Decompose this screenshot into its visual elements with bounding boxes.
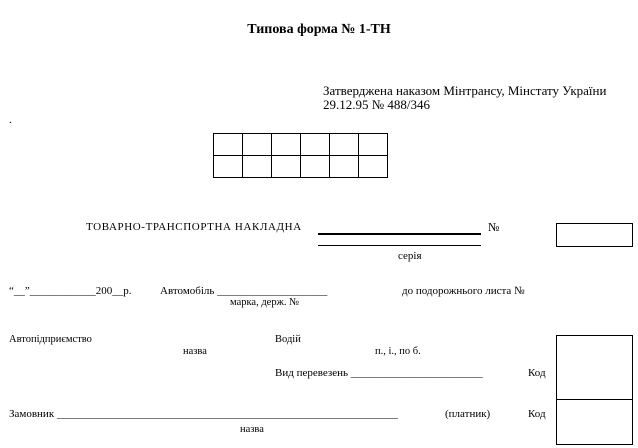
date-month-blank: ____________ <box>29 285 96 297</box>
company-sub-label: назва <box>183 346 207 357</box>
payer-label: (платник) <box>445 408 491 420</box>
vehicle-label: Автомобіль <box>160 285 215 297</box>
code-grid-cell[interactable] <box>359 156 388 178</box>
code-grid-cell[interactable] <box>214 156 243 178</box>
code-grid-cell[interactable] <box>243 156 272 178</box>
vehicle-field[interactable] <box>160 285 327 297</box>
code-grid-cell[interactable] <box>359 134 388 156</box>
vehicle-sub-label: марка, держ. № <box>230 297 300 308</box>
series-line[interactable] <box>318 245 481 246</box>
customer-label: Замовник <box>9 408 55 420</box>
vehicle-blank: ____________________ <box>217 285 328 297</box>
code-label-1: Код <box>528 367 546 379</box>
stray-dot: . <box>9 112 12 126</box>
code-grid-cell[interactable] <box>330 134 359 156</box>
approval-note <box>323 84 606 112</box>
waybill-label: до подорожнього листа № <box>402 285 525 297</box>
code-grid-row <box>214 134 388 156</box>
date-year: 200__р. <box>95 285 132 297</box>
company-label: Автопідприємство <box>9 334 92 345</box>
document-title: ТОВАРНО-ТРАНСПОРТНА НАКЛАДНА <box>86 221 302 233</box>
driver-label: Водій <box>275 334 301 345</box>
code-grid-cell[interactable] <box>301 134 330 156</box>
code-grid-cell[interactable] <box>272 134 301 156</box>
date-field[interactable] <box>9 285 132 297</box>
code-label-2: Код <box>528 408 546 420</box>
code-grid-cell[interactable] <box>243 134 272 156</box>
code-grid-cell[interactable] <box>330 156 359 178</box>
transport-type-label: Вид перевезень <box>275 367 348 379</box>
number-box[interactable] <box>556 223 633 247</box>
customer-field[interactable] <box>9 408 398 420</box>
customer-sub-label: назва <box>240 424 264 435</box>
transport-type-blank: ________________________ <box>350 367 483 379</box>
code-grid-cell[interactable] <box>214 134 243 156</box>
number-sign: № <box>488 220 500 234</box>
series-label: серія <box>398 250 422 262</box>
code-box-1[interactable] <box>556 335 633 400</box>
code-grid-cell[interactable] <box>301 156 330 178</box>
code-box-2[interactable] <box>556 399 633 445</box>
number-line[interactable] <box>318 233 481 235</box>
date-day: “__” <box>9 285 30 297</box>
form-title: Типова форма № 1-ТН <box>247 22 391 37</box>
code-grid-cell[interactable] <box>272 156 301 178</box>
approval-line-2: 29.12.95 № 488/346 <box>323 97 431 112</box>
code-grid-row <box>214 156 388 178</box>
driver-sub-label: п., і., по б. <box>375 346 421 357</box>
customer-blank: ______________________________________________________________ <box>56 408 398 420</box>
code-grid <box>213 133 388 178</box>
approval-line-1: Затверджена наказом Мінтрансу, Мінстату України <box>323 83 607 98</box>
transport-type-field[interactable] <box>275 367 483 379</box>
